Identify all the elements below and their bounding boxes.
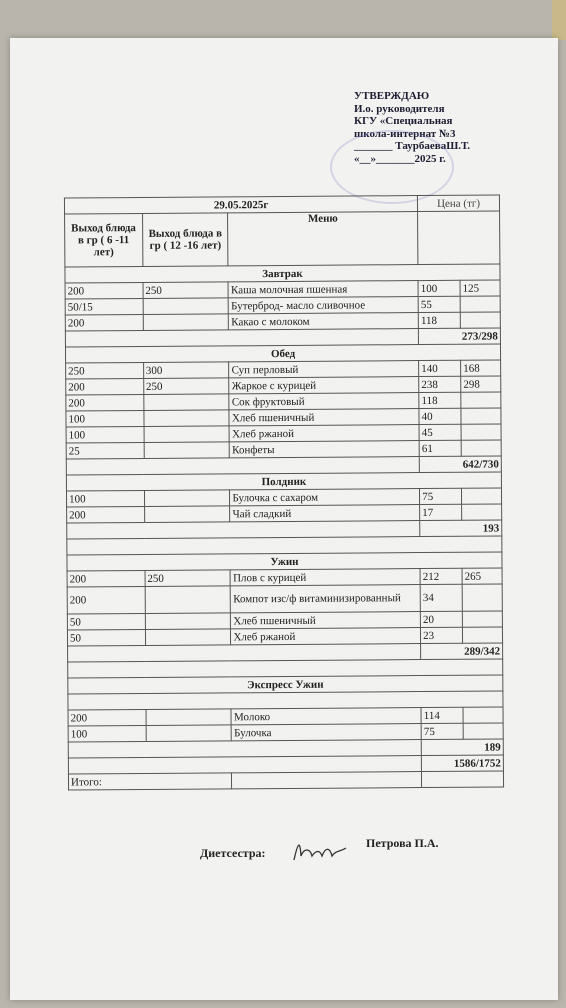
cell-portion-12-16 — [145, 629, 231, 646]
express-rows — [68, 707, 503, 742]
cell-portion-6-11: 250 — [66, 362, 144, 379]
cell-dish-name: Молоко — [231, 708, 421, 725]
col-header-6-11: Выход блюда в гр ( 6 -11 лет) — [65, 213, 143, 267]
approval-line: УТВЕРЖДАЮ — [354, 90, 430, 102]
snack-rows — [66, 488, 501, 523]
footer-signature — [200, 838, 520, 868]
dinner-total: 289/342 — [421, 643, 503, 660]
cell-price-1: 34 — [420, 584, 462, 611]
cell-price-1: 100 — [418, 280, 460, 296]
cell-dish-name: Сок фруктовый — [229, 393, 419, 410]
price-header: Цена (тг) — [418, 195, 500, 212]
breakfast-total: 273/298 — [418, 328, 500, 345]
cell-price-2: 168 — [461, 360, 501, 376]
cell-dish-name: Жаркое с курицей — [229, 377, 419, 394]
background-corner — [552, 0, 566, 40]
cell-price-2: 298 — [461, 376, 501, 392]
cell-price-2 — [462, 584, 502, 611]
approval-line: школа-интернат №3 — [354, 127, 456, 140]
dietitian-signature — [290, 838, 350, 866]
cell-portion-6-11: 100 — [66, 426, 144, 443]
cell-dish-name: Плов с курицей — [230, 569, 420, 586]
cell-price-1: 75 — [421, 723, 463, 739]
cell-dish-name: Хлеб пшеничный — [231, 612, 421, 629]
total-label: Итого: — [68, 773, 232, 790]
cell-portion-12-16 — [143, 314, 229, 331]
approval-line: «__»_______2025 г. — [354, 152, 446, 165]
cell-price-2 — [461, 440, 501, 456]
cell-price-1: 61 — [419, 440, 461, 456]
stamp-seal — [330, 130, 454, 204]
empty-cell — [232, 772, 422, 789]
cell-price-1: 45 — [419, 424, 461, 440]
table-header-row — [65, 211, 500, 267]
cell-price-1: 238 — [419, 376, 461, 392]
cell-price-2 — [460, 312, 500, 328]
cell-price-1: 212 — [420, 568, 462, 584]
table-row — [67, 584, 502, 614]
cell-dish-name: Хлеб ржаной — [229, 425, 419, 442]
cell-price-1: 17 — [420, 504, 462, 520]
cell-portion-6-11: 200 — [67, 570, 145, 587]
cell-price-1: 55 — [418, 296, 460, 312]
cell-portion-12-16 — [144, 426, 230, 443]
cell-price-1: 114 — [421, 707, 463, 723]
breakfast-rows — [65, 280, 500, 331]
cell-price-2 — [460, 296, 500, 312]
cell-price-2: 125 — [460, 280, 500, 296]
cell-portion-12-16: 300 — [143, 362, 229, 379]
cell-dish-name: Хлеб пшеничный — [229, 409, 419, 426]
approval-line: И.о. руководителя — [354, 102, 445, 115]
cell-price-1: 118 — [419, 392, 461, 408]
cell-portion-12-16 — [146, 725, 232, 742]
cell-dish-name: Конфеты — [230, 441, 420, 458]
total-label-row — [68, 771, 503, 790]
section-dinner: Ужин — [67, 552, 502, 571]
express-total: 189 — [421, 739, 503, 756]
approval-line: КГУ «Специальная — [354, 115, 453, 127]
cell-dish-name: Компот изс/ф витаминизированный — [231, 585, 421, 613]
section-express: Экспресс Ужин — [68, 675, 503, 694]
col-header-12-16: Выход блюда в гр ( 12 -16 лет) — [142, 213, 228, 267]
cell-portion-6-11: 200 — [66, 394, 144, 411]
cell-portion-6-11: 200 — [65, 282, 143, 299]
cell-price-1: 118 — [418, 312, 460, 328]
cell-price-2 — [462, 504, 502, 520]
cell-price-2 — [463, 707, 503, 723]
approval-line: _______ ТаурбаеваШ.Т. — [354, 140, 471, 152]
cell-price-2 — [463, 723, 503, 739]
snack-total: 193 — [420, 520, 502, 537]
dietitian-name: Петрова П.А. — [366, 836, 439, 850]
col-header-menu: Меню — [228, 212, 418, 266]
cell-price-1: 75 — [420, 488, 462, 504]
cell-price-2: 265 — [462, 568, 502, 584]
cell-dish-name: Бутерброд- масло сливочное — [229, 297, 419, 314]
cell-portion-6-11: 200 — [67, 586, 145, 614]
cell-price-1: 23 — [421, 627, 463, 643]
cell-price-2 — [461, 408, 501, 424]
cell-price-2 — [462, 627, 502, 643]
section-snack: Полдник — [66, 472, 501, 491]
cell-portion-6-11: 200 — [66, 378, 144, 395]
grand-total: 1586/1752 — [421, 755, 503, 772]
cell-price-2 — [461, 424, 501, 440]
cell-portion-12-16 — [144, 394, 230, 411]
cell-portion-6-11: 200 — [68, 709, 146, 726]
lunch-total: 642/730 — [419, 456, 501, 473]
empty-cell — [418, 211, 500, 265]
cell-portion-6-11: 100 — [68, 725, 146, 742]
cell-portion-6-11: 50 — [67, 613, 145, 630]
dinner-rows — [67, 568, 503, 646]
cell-dish-name: Чай сладкий — [230, 505, 420, 522]
cell-portion-12-16: 250 — [145, 570, 231, 587]
menu-table — [64, 194, 504, 790]
empty-cell — [422, 771, 504, 788]
dietitian-label: Диетсестра: — [200, 846, 266, 860]
cell-portion-6-11: 100 — [66, 410, 144, 427]
cell-portion-6-11: 200 — [67, 506, 145, 523]
cell-portion-12-16 — [145, 586, 231, 614]
cell-portion-12-16: 250 — [143, 282, 229, 299]
menu-date: 29.05.2025г — [64, 196, 417, 214]
section-lunch: Обед — [65, 344, 500, 363]
section-breakfast: Завтрак — [65, 264, 500, 283]
cell-portion-6-11: 100 — [66, 490, 144, 507]
cell-price-1: 140 — [419, 360, 461, 376]
cell-portion-12-16 — [146, 709, 232, 726]
cell-portion-6-11: 200 — [65, 314, 143, 331]
cell-price-1: 40 — [419, 408, 461, 424]
cell-portion-12-16 — [144, 442, 230, 459]
cell-portion-12-16: 250 — [143, 378, 229, 395]
cell-portion-12-16 — [144, 506, 230, 523]
cell-portion-6-11: 25 — [66, 442, 144, 459]
cell-portion-12-16 — [144, 490, 230, 507]
cell-price-2 — [462, 611, 502, 627]
cell-portion-6-11: 50 — [67, 629, 145, 646]
cell-dish-name: Какао с молоком — [229, 313, 419, 330]
cell-portion-12-16 — [143, 298, 229, 315]
cell-dish-name: Хлеб ржаной — [231, 628, 421, 645]
cell-dish-name: Суп перловый — [229, 361, 419, 378]
cell-price-1: 20 — [420, 611, 462, 627]
cell-dish-name: Булочка с сахаром — [230, 489, 420, 506]
cell-dish-name: Каша молочная пшенная — [228, 281, 418, 298]
cell-portion-12-16 — [144, 410, 230, 427]
cell-price-2 — [461, 392, 501, 408]
cell-price-2 — [462, 488, 502, 504]
cell-portion-6-11: 50/15 — [65, 298, 143, 315]
cell-portion-12-16 — [145, 613, 231, 630]
lunch-rows — [66, 360, 502, 459]
cell-dish-name: Булочка — [232, 724, 422, 741]
